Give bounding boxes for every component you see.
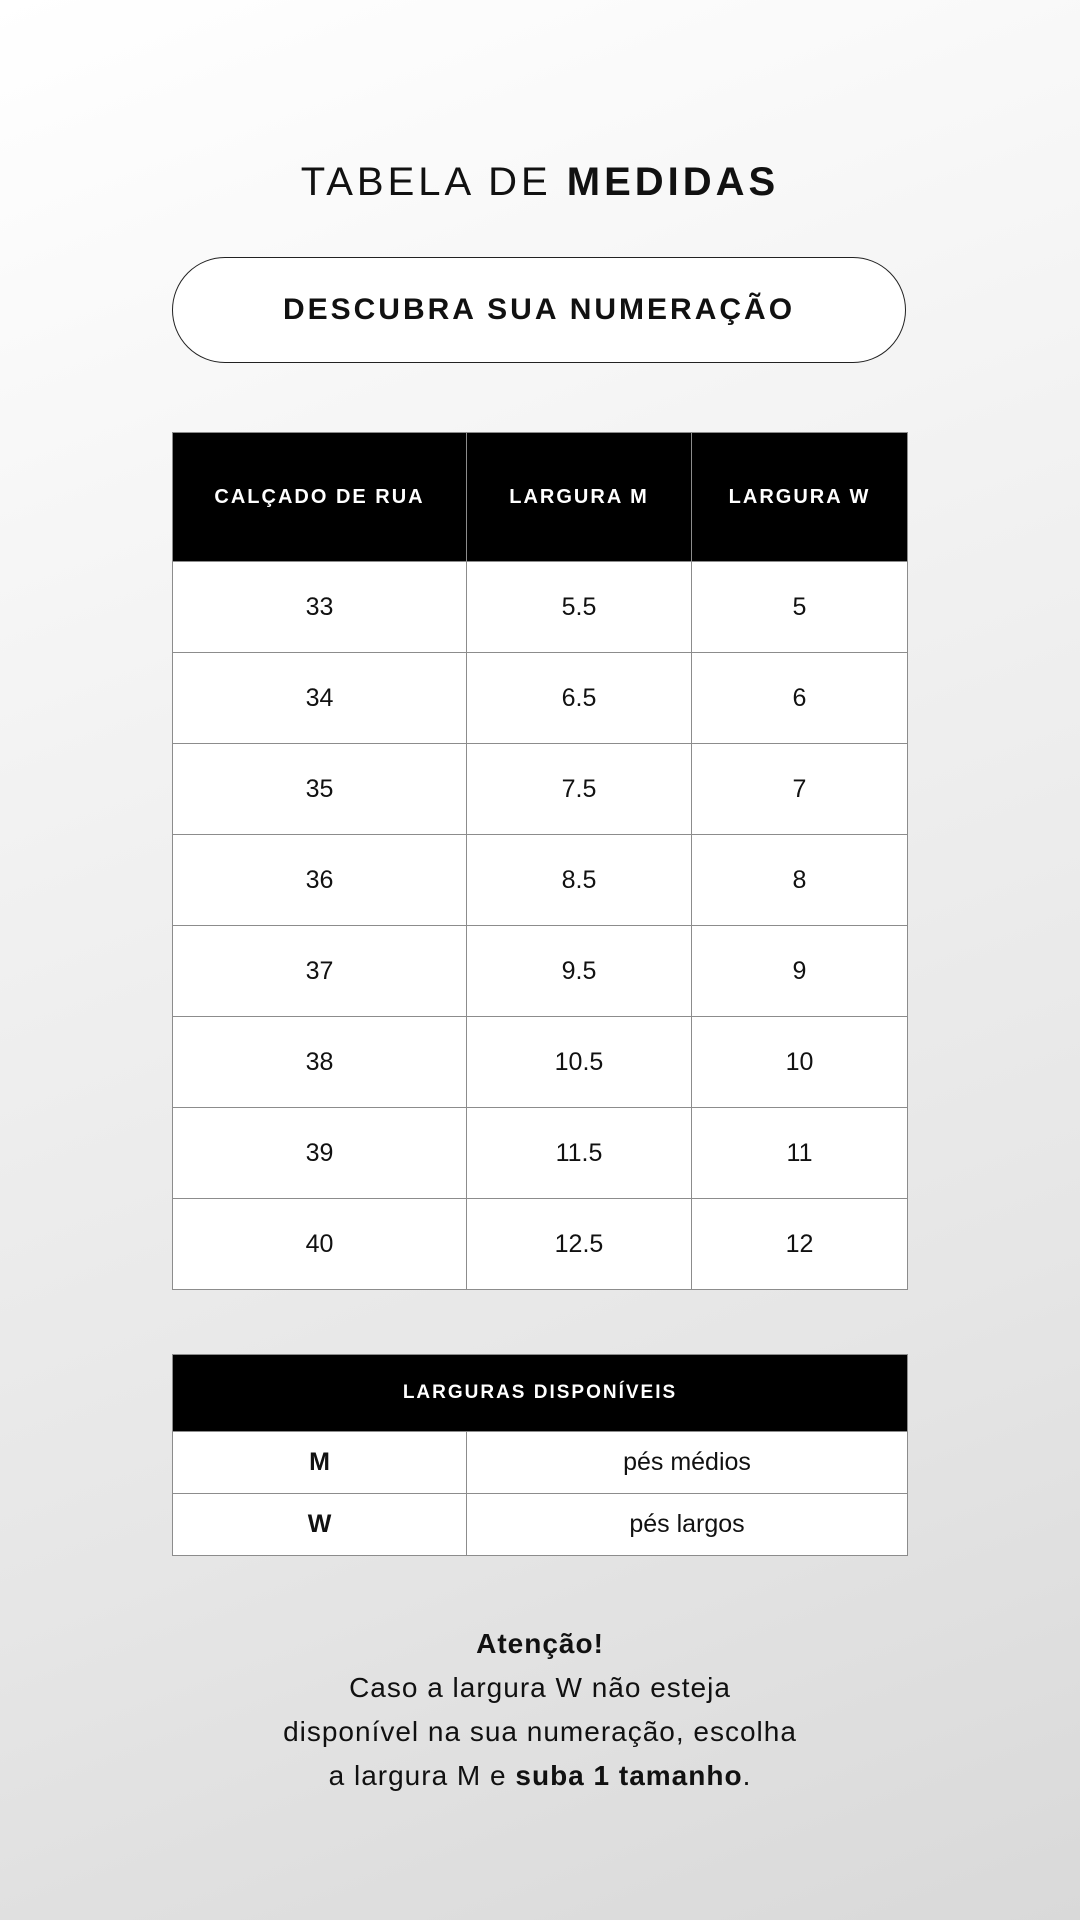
width-m-cell: 6.5 (467, 653, 692, 744)
width-w-cell: 12 (692, 1199, 908, 1290)
table-row (173, 1017, 908, 1108)
note-emphasis: suba 1 tamanho (515, 1760, 743, 1791)
note-line-3 (0, 1754, 1080, 1798)
width-w-cell: 9 (692, 926, 908, 1017)
width-w-cell: 7 (692, 744, 908, 835)
note-line-3-end: . (742, 1760, 752, 1791)
width-w-cell: 8 (692, 835, 908, 926)
widths-header: LARGURAS DISPONÍVEIS (173, 1355, 908, 1432)
width-w-cell: 5 (692, 562, 908, 653)
title-light: TABELA DE (300, 160, 552, 204)
attention-note (0, 1622, 1080, 1798)
size-cell: 37 (173, 926, 467, 1017)
header-width-w: LARGURA W (692, 433, 908, 562)
table-row (173, 926, 908, 1017)
width-m-cell: 10.5 (467, 1017, 692, 1108)
width-description: pés largos (467, 1494, 908, 1556)
size-cell: 39 (173, 1108, 467, 1199)
size-cell: 33 (173, 562, 467, 653)
table-row (173, 562, 908, 653)
find-size-button[interactable]: DESCUBRA SUA NUMERAÇÃO (172, 257, 906, 363)
table-row (173, 1199, 908, 1290)
size-cell: 34 (173, 653, 467, 744)
size-cell: 40 (173, 1199, 467, 1290)
width-w-cell: 6 (692, 653, 908, 744)
size-table (172, 432, 908, 1290)
table-row (173, 1432, 908, 1494)
width-code: M (173, 1432, 467, 1494)
header-width-m: LARGURA M (467, 433, 692, 562)
width-description: pés médios (467, 1432, 908, 1494)
note-line-2: disponível na sua numeração, escolha (283, 1716, 797, 1747)
width-m-cell: 7.5 (467, 744, 692, 835)
width-m-cell: 11.5 (467, 1108, 692, 1199)
table-row (173, 744, 908, 835)
note-line-3-start: a largura M e (328, 1760, 507, 1791)
size-table-header-row (173, 433, 908, 562)
note-line-1: Caso a largura W não esteja (349, 1672, 731, 1703)
note-heading: Atenção! (476, 1628, 604, 1659)
width-m-cell: 9.5 (467, 926, 692, 1017)
table-row (173, 653, 908, 744)
width-w-cell: 11 (692, 1108, 908, 1199)
width-code: W (173, 1494, 467, 1556)
page-title (0, 160, 1080, 205)
table-row (173, 1494, 908, 1556)
title-bold: MEDIDAS (566, 160, 780, 204)
widths-header-row (173, 1355, 908, 1432)
header-street-shoe: CALÇADO DE RUA (173, 433, 467, 562)
width-m-cell: 12.5 (467, 1199, 692, 1290)
table-row (173, 1108, 908, 1199)
table-row (173, 835, 908, 926)
width-m-cell: 8.5 (467, 835, 692, 926)
size-cell: 36 (173, 835, 467, 926)
size-cell: 38 (173, 1017, 467, 1108)
width-m-cell: 5.5 (467, 562, 692, 653)
size-cell: 35 (173, 744, 467, 835)
widths-table (172, 1354, 908, 1556)
width-w-cell: 10 (692, 1017, 908, 1108)
